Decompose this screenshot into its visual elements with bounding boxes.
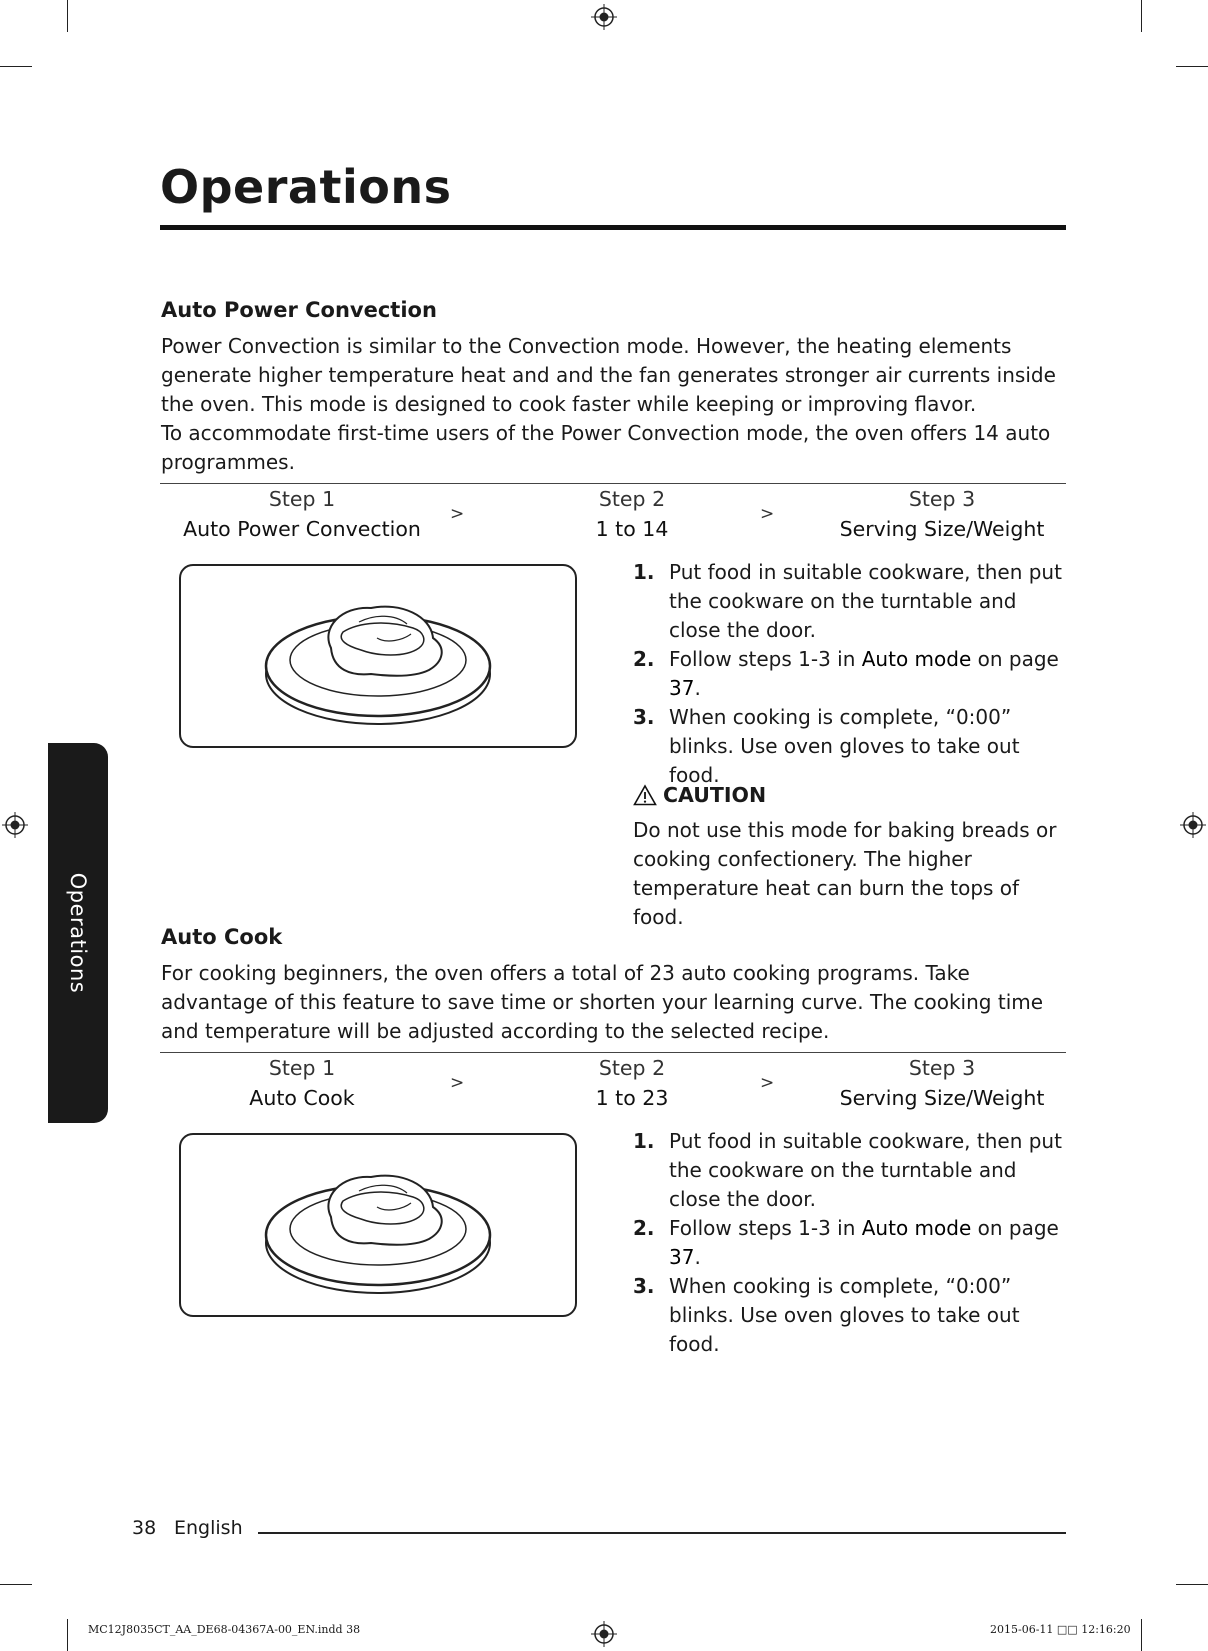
footer-divider (258, 1532, 1066, 1534)
caution-title: CAUTION (663, 783, 767, 807)
side-section-tab (48, 743, 108, 1123)
instruction-number: 2. (633, 1216, 655, 1240)
instruction-item (633, 1272, 1063, 1359)
instruction-text: on page (971, 647, 1059, 671)
step-cell (490, 484, 774, 544)
step-cell (160, 1053, 444, 1113)
page-number: 38 (132, 1517, 157, 1539)
side-tab-label: Operations (66, 872, 90, 994)
caution-heading (633, 783, 766, 807)
instruction-text: Put food in suitable cookware, then put the cookware on the turntable and close the door. (669, 560, 1062, 642)
instruction-item (633, 703, 1063, 790)
registration-mark-icon (591, 4, 617, 30)
auto-mode-link[interactable]: Auto mode (861, 647, 972, 671)
crop-mark (1141, 1619, 1142, 1651)
crop-mark (0, 1584, 32, 1585)
instruction-text: When cooking is complete, “0:00” blinks. Use oven gloves to take out food. (669, 1274, 1020, 1356)
page-link[interactable]: 37 (669, 1245, 695, 1269)
section-paragraph: To accommodate first-time users of the Power Convection mode, the oven offers 14 auto programmes. (161, 421, 1051, 474)
step-cell (490, 1053, 774, 1113)
instruction-text: on page (971, 1216, 1059, 1240)
section-paragraph: For cooking beginners, the oven offers a total of 23 auto cooking programs. Take advantage of this feature to save time or shorten your learning curve. The cooking time and temperature will be adjusted according to the selected recipe. (161, 961, 1044, 1043)
food-on-turntable-illustration (179, 1133, 577, 1317)
step-label: Step 3 (908, 487, 976, 511)
page-title: Operations (160, 160, 452, 214)
crop-mark (0, 66, 32, 67)
footer-language: English (174, 1517, 243, 1539)
step-value: Auto Cook (249, 1086, 355, 1110)
section-paragraph: Power Convection is similar to the Convection mode. However, the heating elements generate higher temperature heat and and the fan generates stronger air currents inside the oven. This mode is designed to cook faster while keeping or improving flavor. (161, 334, 1056, 416)
crop-mark (67, 1619, 68, 1651)
step-label: Step 1 (268, 487, 336, 511)
instruction-number: 1. (633, 560, 655, 584)
instruction-text: Put food in suitable cookware, then put the cookware on the turntable and close the door. (669, 1129, 1062, 1211)
step-cell (160, 484, 444, 544)
plate-with-food-icon (181, 566, 575, 746)
crop-mark (1176, 66, 1208, 67)
instruction-number: 3. (633, 705, 655, 729)
instruction-text: Follow steps 1-3 in (669, 647, 862, 671)
section-heading-auto-power-convection: Auto Power Convection (161, 298, 437, 322)
instruction-list (633, 558, 1063, 790)
registration-mark-icon (591, 1621, 617, 1647)
step-arrow-icon: > (450, 504, 465, 524)
instruction-text: . (694, 1245, 701, 1269)
step-label: Step 2 (598, 487, 666, 511)
step-value: Serving Size/Weight (839, 1086, 1045, 1110)
auto-mode-link[interactable]: Auto mode (861, 1216, 972, 1240)
step-value: 1 to 23 (595, 1086, 669, 1110)
steps-table (160, 1052, 1066, 1119)
plate-with-food-icon (181, 1135, 575, 1315)
instruction-item (633, 558, 1063, 645)
step-value: 1 to 14 (595, 517, 669, 541)
print-slug-datetime: 2015-06-11 □□ 12:16:20 (990, 1623, 1131, 1636)
instruction-item (633, 1127, 1063, 1214)
print-slug-file: MC12J8035CT_AA_DE68-04367A-00_EN.indd 38 (88, 1623, 361, 1636)
step-cell (800, 1053, 1084, 1113)
step-value: Serving Size/Weight (839, 517, 1045, 541)
warning-triangle-icon (633, 784, 657, 806)
step-label: Step 2 (598, 1056, 666, 1080)
instruction-item (633, 645, 1063, 703)
caution-text: Do not use this mode for baking breads or cooking confectionery. The higher temperature heat can burn the tops of food. (633, 818, 1057, 929)
crop-mark (1176, 1584, 1208, 1585)
section-heading-auto-cook: Auto Cook (161, 925, 283, 949)
step-arrow-icon: > (450, 1073, 465, 1093)
food-on-turntable-illustration (179, 564, 577, 748)
instruction-text: Follow steps 1-3 in (669, 1216, 862, 1240)
instruction-number: 3. (633, 1274, 655, 1298)
instruction-item (633, 1214, 1063, 1272)
step-cell (800, 484, 1084, 544)
instruction-text: When cooking is complete, “0:00” blinks. Use oven gloves to take out food. (669, 705, 1020, 787)
step-value: Auto Power Convection (183, 517, 421, 541)
instruction-text: . (694, 676, 701, 700)
instruction-number: 2. (633, 647, 655, 671)
step-arrow-icon: > (760, 504, 775, 524)
registration-mark-icon (1180, 812, 1206, 838)
crop-mark (67, 0, 68, 32)
registration-mark-icon (2, 812, 28, 838)
page-link[interactable]: 37 (669, 676, 695, 700)
instruction-number: 1. (633, 1129, 655, 1153)
step-label: Step 3 (908, 1056, 976, 1080)
step-arrow-icon: > (760, 1073, 775, 1093)
title-divider (160, 225, 1066, 230)
step-label: Step 1 (268, 1056, 336, 1080)
crop-mark (1141, 0, 1142, 32)
instruction-list (633, 1127, 1063, 1359)
steps-table (160, 483, 1066, 550)
